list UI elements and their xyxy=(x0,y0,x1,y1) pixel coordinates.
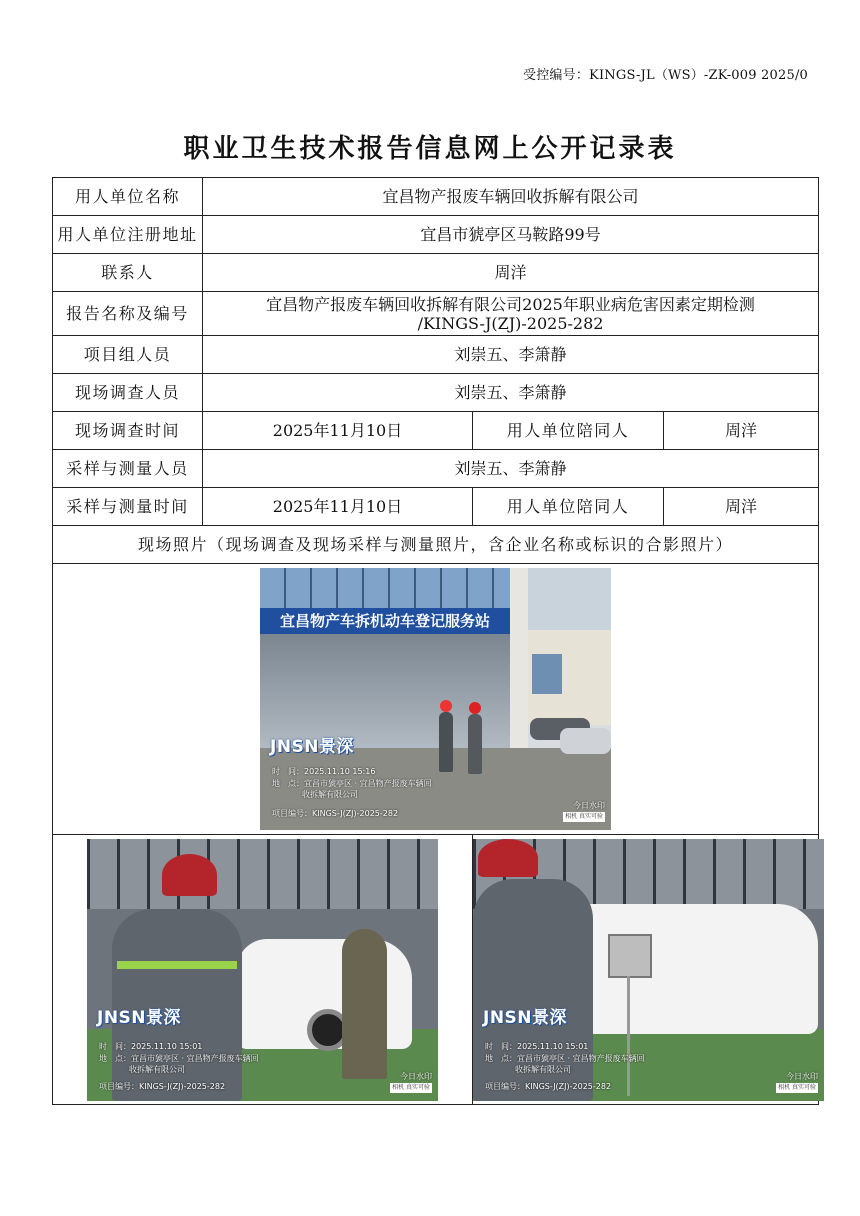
photo-cell-right xyxy=(473,835,819,1105)
app-badge: 相机 真实可验 xyxy=(392,1083,430,1091)
survey-staff-value: 刘崇五、李箫静 xyxy=(203,374,819,412)
employer-name-label: 用人单位名称 xyxy=(53,178,203,216)
row-contact xyxy=(53,254,819,292)
survey-companion-label: 用人单位陪同人 xyxy=(473,412,664,450)
watermark-place-2: 收拆解有限公司 xyxy=(129,1064,185,1074)
sampling-staff-value: 刘崇五、李箫静 xyxy=(203,450,819,488)
row-report xyxy=(53,292,819,336)
page-title: 职业卫生技术报告信息网上公开记录表 xyxy=(183,134,677,164)
red-helmet xyxy=(478,839,538,877)
red-helmet xyxy=(162,854,217,896)
row-employer-address xyxy=(53,216,819,254)
building-windows xyxy=(260,568,510,608)
watermark-project: 项目编号：KINGS-J(ZJ)-2025-282 xyxy=(99,1081,226,1091)
sampling-staff-label: 采样与测量人员 xyxy=(53,450,203,488)
person-helmet xyxy=(469,702,481,714)
control-number: 受控编号：KINGS-JL（WS）-ZK-009 2025/0 xyxy=(523,68,808,83)
contact-value: 周洋 xyxy=(203,254,819,292)
pillar xyxy=(510,568,528,763)
row-survey-staff xyxy=(53,374,819,412)
row-photo-bottom xyxy=(53,835,819,1105)
photos-header: 现场照片（现场调查及现场采样与测量照片，含企业名称或标识的合影照片） xyxy=(53,526,819,564)
watermark-time: 时 间：2025.11.10 15:01 xyxy=(485,1041,589,1051)
app-badge: 相机 真实可验 xyxy=(565,813,604,820)
sampling-companion-label: 用人单位陪同人 xyxy=(473,488,664,526)
site-photo-building xyxy=(260,568,611,830)
watermark-app xyxy=(390,1072,432,1093)
employer-address-value: 宜昌市猇亭区马鞍路99号 xyxy=(203,216,819,254)
sampling-companion-value: 周洋 xyxy=(664,488,819,526)
project-team-label: 项目组人员 xyxy=(53,336,203,374)
watermark-time: 时 间：2025.11.10 15:01 xyxy=(99,1041,203,1051)
app-name: 今日水印 xyxy=(786,1071,818,1081)
row-sampling-staff xyxy=(53,450,819,488)
employer-name-value: 宜昌物产报废车辆回收拆解有限公司 xyxy=(203,178,819,216)
site-photo-workshop-2 xyxy=(473,839,824,1101)
watermark-project: 项目编号：KINGS-J(ZJ)-2025-282 xyxy=(485,1081,612,1091)
report-label: 报告名称及编号 xyxy=(53,292,203,336)
row-project-team xyxy=(53,336,819,374)
site-photo-workshop-1 xyxy=(87,839,438,1101)
reflective-stripe xyxy=(117,961,237,969)
watermark-place-2: 收拆解有限公司 xyxy=(302,790,359,799)
watermark-place: 地 点：宜昌市猇亭区 · 宜昌物产报废车辆回 xyxy=(99,1053,259,1063)
employer-address-label: 用人单位注册地址 xyxy=(53,216,203,254)
watermark-place-2: 收拆解有限公司 xyxy=(515,1064,571,1074)
report-value-line2: /KINGS-J(ZJ)-2025-282 xyxy=(417,313,604,333)
row-employer-name xyxy=(53,178,819,216)
worker-bending xyxy=(342,929,387,1079)
photo-cell-top xyxy=(53,564,819,835)
project-team-value: 刘崇五、李箫静 xyxy=(203,336,819,374)
watermark-place: 地 点：宜昌市猇亭区 · 宜昌物产报废车辆回 xyxy=(272,779,432,788)
watermark-project: 项目编号：KINGS-J(ZJ)-2025-282 xyxy=(272,809,399,818)
sampling-time-label: 采样与测量时间 xyxy=(53,488,203,526)
app-name: 今日水印 xyxy=(400,1071,432,1081)
row-photos-header xyxy=(53,526,819,564)
photo-cell-left xyxy=(53,835,473,1105)
row-photo-top xyxy=(53,564,819,835)
jnsn-logo: JNSN景深 xyxy=(97,1007,182,1028)
report-value xyxy=(203,292,819,336)
watermark-app xyxy=(563,801,605,822)
survey-companion-value: 周洋 xyxy=(664,412,819,450)
parked-car xyxy=(560,728,611,754)
jnsn-logo: JNSN景深 xyxy=(483,1007,568,1028)
person-helmet xyxy=(440,700,452,712)
tripod xyxy=(627,976,630,1096)
app-badge: 相机 真实可验 xyxy=(778,1083,816,1091)
sampling-time-value: 2025年11月10日 xyxy=(203,488,473,526)
row-survey-time xyxy=(53,412,819,450)
survey-time-value: 2025年11月10日 xyxy=(203,412,473,450)
row-sampling-time xyxy=(53,488,819,526)
watermark-place: 地 点：宜昌市猇亭区 · 宜昌物产报废车辆回 xyxy=(485,1053,645,1063)
app-name: 今日水印 xyxy=(573,801,606,810)
station-sign: 宜昌物产车拆机动车登记服务站 xyxy=(260,608,510,634)
contact-label: 联系人 xyxy=(53,254,203,292)
record-table xyxy=(52,177,819,1105)
survey-staff-label: 现场调查人员 xyxy=(53,374,203,412)
workshop-roof xyxy=(87,839,438,909)
side-window xyxy=(532,654,562,694)
person xyxy=(468,714,482,774)
sky xyxy=(525,568,611,638)
sampling-instrument xyxy=(608,934,652,978)
report-value-line1: 宜昌物产报废车辆回收拆解有限公司2025年职业病危害因素定期检测 xyxy=(266,294,755,314)
survey-time-label: 现场调查时间 xyxy=(53,412,203,450)
watermark-time: 时 间：2025.11.10 15:16 xyxy=(272,767,376,776)
jnsn-logo: JNSN景深 xyxy=(270,737,355,757)
person xyxy=(439,712,453,772)
watermark-app xyxy=(776,1072,818,1093)
